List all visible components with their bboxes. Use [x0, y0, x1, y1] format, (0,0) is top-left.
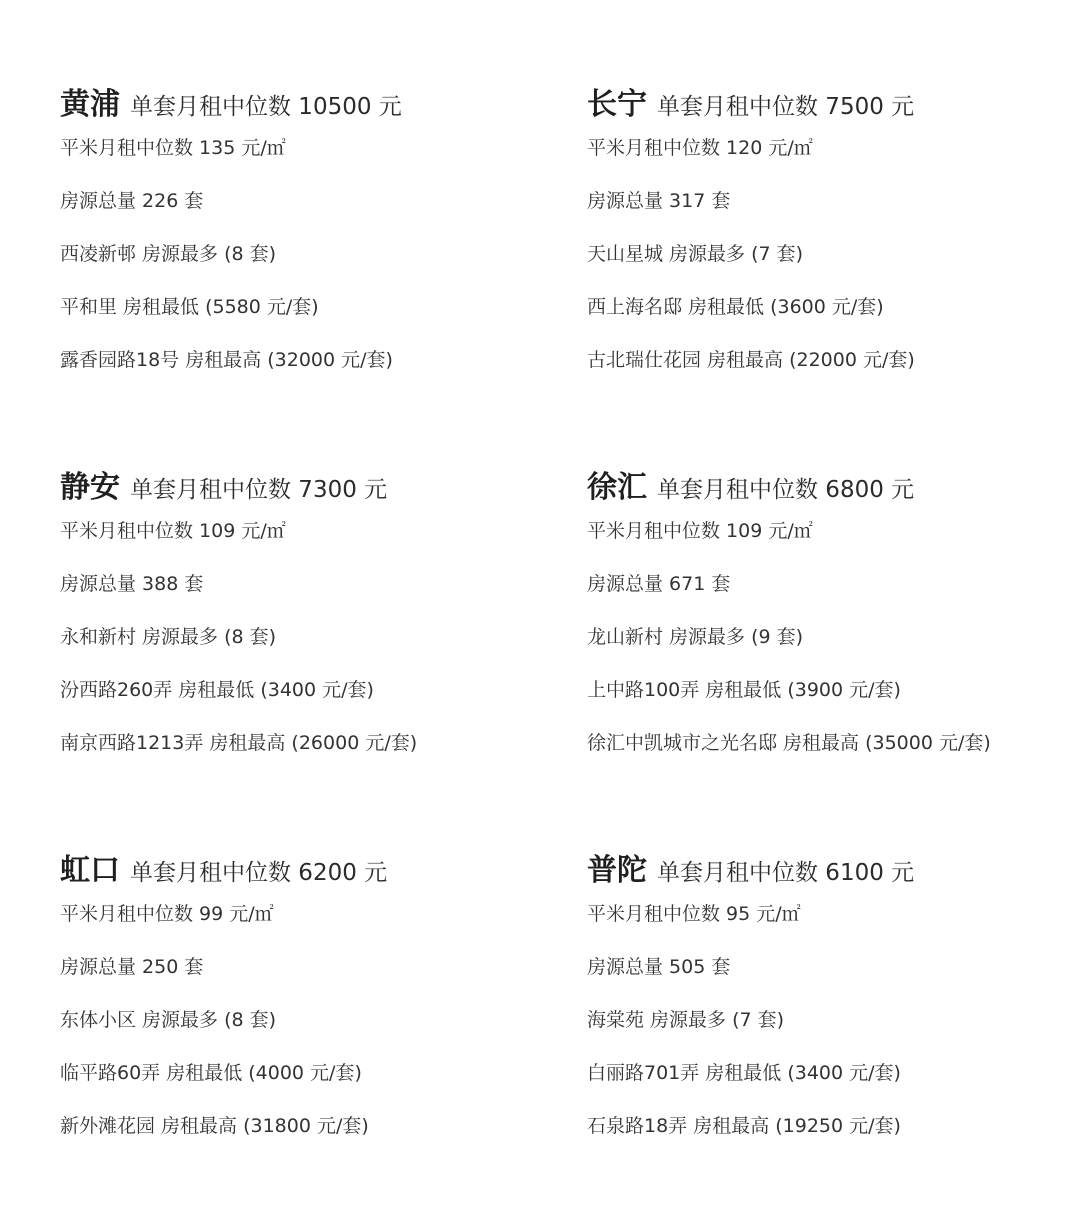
median-rent: 单套月租中位数 10500 元 — [130, 94, 402, 120]
lowest-rent: 白丽路701弄 房租最低 (3400 元/套) — [587, 1062, 901, 1084]
median-rent: 单套月租中位数 7300 元 — [130, 477, 388, 503]
lowest-rent: 西上海名邸 房租最低 (3600 元/套) — [587, 296, 884, 318]
district-header — [60, 80, 587, 130]
lowest-rent: 汾西路260弄 房租最低 (3400 元/套) — [60, 679, 374, 701]
highest-rent: 石泉路18弄 房租最高 (19250 元/套) — [587, 1115, 901, 1137]
median-rent: 单套月租中位数 7500 元 — [657, 94, 915, 120]
district-header — [60, 463, 587, 513]
district-name: 虹口 — [60, 853, 120, 888]
lowest-rent: 上中路100弄 房租最低 (3900 元/套) — [587, 679, 901, 701]
district-header — [587, 463, 1050, 513]
lowest-rent: 平和里 房租最低 (5580 元/套) — [60, 296, 319, 318]
district-card-hongkou — [60, 846, 587, 1229]
highest-rent: 徐汇中凯城市之光名邸 房租最高 (35000 元/套) — [587, 732, 991, 754]
district-card-putuo — [587, 846, 1050, 1229]
total-listings: 房源总量 250 套 — [60, 956, 204, 978]
median-rent: 单套月租中位数 6100 元 — [657, 860, 915, 886]
district-card-jingan — [60, 463, 587, 846]
per-sqm-rent: 平米月租中位数 99 元/㎡ — [60, 903, 274, 925]
district-grid — [60, 80, 1050, 1229]
total-listings: 房源总量 226 套 — [60, 190, 204, 212]
total-listings: 房源总量 505 套 — [587, 956, 731, 978]
highest-rent: 古北瑞仕花园 房租最高 (22000 元/套) — [587, 349, 915, 371]
district-name: 普陀 — [587, 853, 647, 888]
district-card-xuhui — [587, 463, 1050, 846]
most-listings: 永和新村 房源最多 (8 套) — [60, 626, 277, 648]
district-card-changning — [587, 80, 1050, 463]
district-name: 静安 — [60, 470, 120, 505]
per-sqm-rent: 平米月租中位数 95 元/㎡ — [587, 903, 801, 925]
total-listings: 房源总量 388 套 — [60, 573, 204, 595]
median-rent: 单套月租中位数 6200 元 — [130, 860, 388, 886]
most-listings: 东体小区 房源最多 (8 套) — [60, 1009, 277, 1031]
total-listings: 房源总量 671 套 — [587, 573, 731, 595]
district-name: 徐汇 — [587, 470, 647, 505]
highest-rent: 南京西路1213弄 房租最高 (26000 元/套) — [60, 732, 418, 754]
lowest-rent: 临平路60弄 房租最低 (4000 元/套) — [60, 1062, 362, 1084]
district-header — [587, 80, 1050, 130]
district-name: 长宁 — [587, 87, 647, 122]
highest-rent: 新外滩花园 房租最高 (31800 元/套) — [60, 1115, 369, 1137]
most-listings: 海棠苑 房源最多 (7 套) — [587, 1009, 785, 1031]
most-listings: 天山星城 房源最多 (7 套) — [587, 243, 804, 265]
most-listings: 西凌新邨 房源最多 (8 套) — [60, 243, 277, 265]
highest-rent: 露香园路18号 房租最高 (32000 元/套) — [60, 349, 393, 371]
most-listings: 龙山新村 房源最多 (9 套) — [587, 626, 804, 648]
per-sqm-rent: 平米月租中位数 135 元/㎡ — [60, 137, 286, 159]
district-card-huangpu — [60, 80, 587, 463]
per-sqm-rent: 平米月租中位数 120 元/㎡ — [587, 137, 813, 159]
district-header — [60, 846, 587, 896]
district-name: 黄浦 — [60, 87, 120, 122]
district-header — [587, 846, 1050, 896]
median-rent: 单套月租中位数 6800 元 — [657, 477, 915, 503]
per-sqm-rent: 平米月租中位数 109 元/㎡ — [60, 520, 286, 542]
per-sqm-rent: 平米月租中位数 109 元/㎡ — [587, 520, 813, 542]
total-listings: 房源总量 317 套 — [587, 190, 731, 212]
